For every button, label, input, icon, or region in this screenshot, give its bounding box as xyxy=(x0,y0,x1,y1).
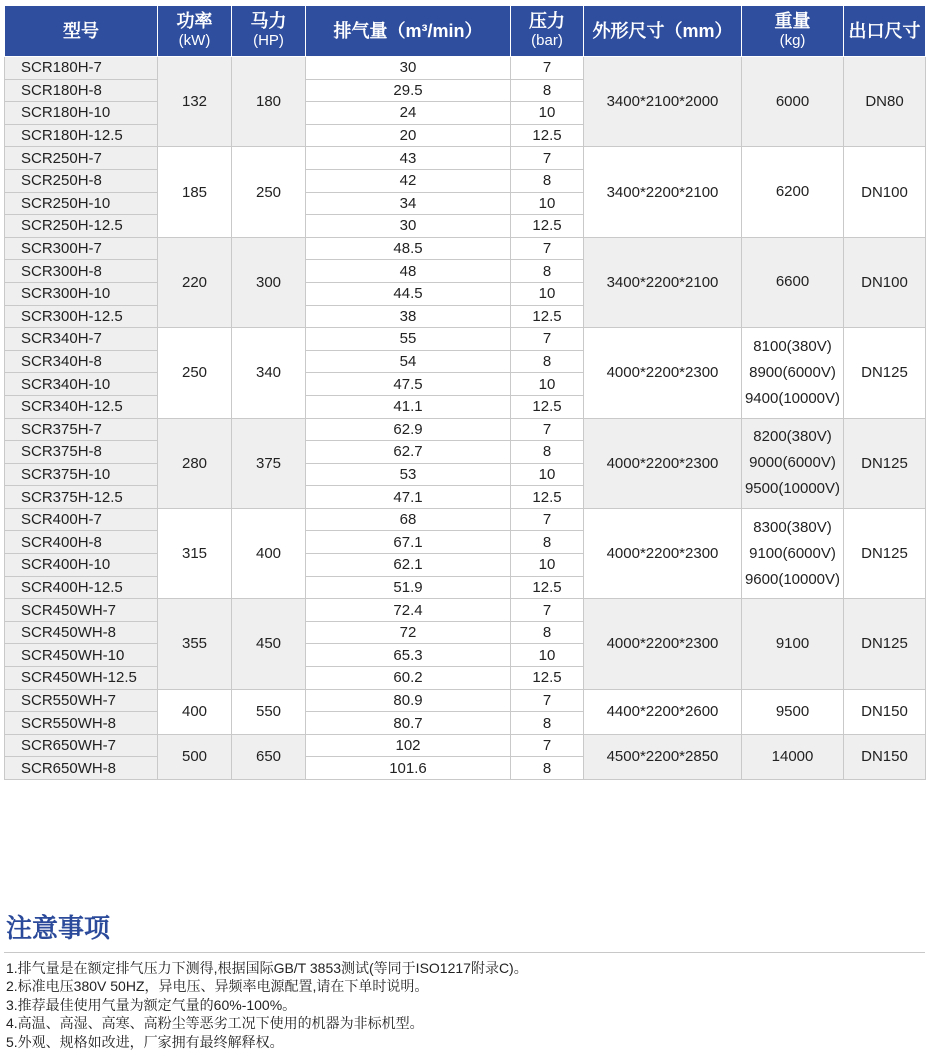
cell-model: SCR180H-8 xyxy=(5,79,158,102)
cell-pressure: 12.5 xyxy=(511,215,584,238)
cell-flow: 62.9 xyxy=(306,418,511,441)
cell-model: SCR250H-10 xyxy=(5,192,158,215)
table-row xyxy=(5,328,926,351)
cell-pressure: 7 xyxy=(511,734,584,757)
cell-pressure: 7 xyxy=(511,508,584,531)
model-group xyxy=(5,57,926,147)
cell-flow: 80.7 xyxy=(306,712,511,735)
cell-model: SCR340H-7 xyxy=(5,328,158,351)
cell-pressure: 8 xyxy=(511,260,584,283)
table-row xyxy=(5,57,926,80)
cell-flow: 20 xyxy=(306,124,511,147)
model-group xyxy=(5,147,926,237)
cell-flow: 67.1 xyxy=(306,531,511,554)
cell-pressure: 10 xyxy=(511,463,584,486)
table-row xyxy=(5,734,926,757)
cell-power: 280 xyxy=(158,418,232,508)
cell-weight xyxy=(742,328,844,418)
cell-model: SCR375H-8 xyxy=(5,441,158,464)
cell-flow: 60.2 xyxy=(306,667,511,690)
cell-power: 185 xyxy=(158,147,232,237)
cell-model: SCR180H-7 xyxy=(5,57,158,80)
cell-model: SCR550WH-7 xyxy=(5,689,158,712)
model-group xyxy=(5,418,926,508)
table-row xyxy=(5,508,926,531)
cell-outlet: DN125 xyxy=(844,328,926,418)
cell-flow: 102 xyxy=(306,734,511,757)
model-group xyxy=(5,328,926,418)
weight-value: 9500 xyxy=(775,702,810,720)
model-group xyxy=(5,599,926,689)
header-power-unit: (kW) xyxy=(178,32,211,49)
cell-pressure: 8 xyxy=(511,531,584,554)
cell-pressure: 7 xyxy=(511,689,584,712)
weight-value: 9100(6000V) xyxy=(749,544,836,562)
cell-pressure: 10 xyxy=(511,282,584,305)
note-item: 3.推荐最佳使用气量为额定气量的60%-100%。 xyxy=(6,996,297,1013)
cell-model: SCR450WH-10 xyxy=(5,644,158,667)
notes-section xyxy=(4,908,925,1051)
weight-value: 8900(6000V) xyxy=(749,363,836,381)
cell-model: SCR250H-8 xyxy=(5,169,158,192)
cell-flow: 34 xyxy=(306,192,511,215)
cell-model: SCR450WH-7 xyxy=(5,599,158,622)
cell-pressure: 7 xyxy=(511,418,584,441)
cell-model: SCR400H-10 xyxy=(5,554,158,577)
cell-flow: 62.7 xyxy=(306,441,511,464)
cell-flow: 68 xyxy=(306,508,511,531)
cell-outlet: DN125 xyxy=(844,418,926,508)
cell-pressure: 8 xyxy=(511,169,584,192)
cell-power: 355 xyxy=(158,599,232,689)
cell-weight xyxy=(742,734,844,779)
cell-model: SCR180H-12.5 xyxy=(5,124,158,147)
cell-flow: 62.1 xyxy=(306,554,511,577)
cell-flow: 30 xyxy=(306,215,511,238)
cell-flow: 55 xyxy=(306,328,511,351)
table-row xyxy=(5,689,926,712)
cell-model: SCR300H-7 xyxy=(5,237,158,260)
table-row xyxy=(5,237,926,260)
cell-pressure: 10 xyxy=(511,102,584,125)
cell-flow: 41.1 xyxy=(306,395,511,418)
header-model: 型号 xyxy=(5,6,158,57)
cell-power: 132 xyxy=(158,57,232,147)
cell-outlet: DN125 xyxy=(844,599,926,689)
cell-power: 220 xyxy=(158,237,232,327)
header-pressure-unit: (bar) xyxy=(531,32,563,49)
cell-model: SCR340H-12.5 xyxy=(5,395,158,418)
cell-model: SCR180H-10 xyxy=(5,102,158,125)
header-size: 外形尺寸（mm） xyxy=(584,6,742,57)
header-hp-label: 马力 xyxy=(250,11,287,31)
header-power xyxy=(158,6,232,57)
cell-flow: 47.1 xyxy=(306,486,511,509)
weight-value: 8300(380V) xyxy=(753,518,832,536)
notes-title: 注意事项 xyxy=(6,913,111,943)
cell-model: SCR375H-10 xyxy=(5,463,158,486)
header-pressure xyxy=(511,6,584,57)
cell-size: 4000*2200*2300 xyxy=(584,418,742,508)
model-group xyxy=(5,237,926,327)
cell-model: SCR340H-8 xyxy=(5,350,158,373)
cell-model: SCR400H-7 xyxy=(5,508,158,531)
cell-hp: 180 xyxy=(232,57,306,147)
weight-value: 8100(380V) xyxy=(753,337,832,355)
weight-value: 8200(380V) xyxy=(753,428,832,446)
cell-hp: 400 xyxy=(232,508,306,598)
cell-size: 4000*2200*2300 xyxy=(584,328,742,418)
note-item: 1.排气量是在额定排气压力下测得,根据国际GB/T 3853测试(等同于ISO1217附录C)。 xyxy=(6,960,528,976)
weight-value: 14000 xyxy=(771,747,814,765)
cell-flow: 72 xyxy=(306,621,511,644)
cell-outlet: DN150 xyxy=(844,734,926,779)
cell-size: 4500*2200*2850 xyxy=(584,734,742,779)
model-group xyxy=(5,734,926,779)
cell-flow: 38 xyxy=(306,305,511,328)
cell-flow: 43 xyxy=(306,147,511,170)
cell-flow: 44.5 xyxy=(306,282,511,305)
cell-outlet: DN80 xyxy=(844,57,926,147)
weight-value: 6200 xyxy=(775,183,810,201)
cell-model: SCR400H-12.5 xyxy=(5,576,158,599)
cell-model: SCR550WH-8 xyxy=(5,712,158,735)
cell-flow: 65.3 xyxy=(306,644,511,667)
cell-weight xyxy=(742,57,844,147)
notes-divider xyxy=(4,952,925,953)
cell-size: 3400*2100*2000 xyxy=(584,57,742,147)
header-outlet: 出口尺寸 xyxy=(844,6,926,57)
cell-model: SCR450WH-8 xyxy=(5,621,158,644)
cell-pressure: 8 xyxy=(511,79,584,102)
cell-pressure: 12.5 xyxy=(511,486,584,509)
weight-value: 9000(6000V) xyxy=(749,454,836,472)
cell-pressure: 12.5 xyxy=(511,667,584,690)
table-row xyxy=(5,418,926,441)
cell-weight xyxy=(742,599,844,689)
table-row xyxy=(5,147,926,170)
cell-model: SCR250H-12.5 xyxy=(5,215,158,238)
cell-pressure: 12.5 xyxy=(511,395,584,418)
cell-model: SCR340H-10 xyxy=(5,373,158,396)
cell-outlet: DN100 xyxy=(844,147,926,237)
cell-flow: 101.6 xyxy=(306,757,511,780)
cell-hp: 340 xyxy=(232,328,306,418)
cell-model: SCR375H-12.5 xyxy=(5,486,158,509)
cell-outlet: DN100 xyxy=(844,237,926,327)
cell-pressure: 12.5 xyxy=(511,576,584,599)
cell-size: 4400*2200*2600 xyxy=(584,689,742,734)
cell-model: SCR400H-8 xyxy=(5,531,158,554)
cell-power: 500 xyxy=(158,734,232,779)
cell-model: SCR375H-7 xyxy=(5,418,158,441)
cell-model: SCR450WH-12.5 xyxy=(5,667,158,690)
note-item: 4.高温、高湿、高寒、高粉尘等恶劣工况下使用的机器为非标机型。 xyxy=(6,1015,424,1032)
cell-size: 3400*2200*2100 xyxy=(584,147,742,237)
note-item: 2.标准电压380V 50HZ，异电压、异频率电源配置,请在下单时说明。 xyxy=(6,978,429,995)
header-pressure-label: 压力 xyxy=(529,11,565,31)
cell-power: 400 xyxy=(158,689,232,734)
header-weight xyxy=(742,6,844,57)
cell-size: 4000*2200*2300 xyxy=(584,508,742,598)
cell-pressure: 10 xyxy=(511,644,584,667)
cell-outlet: DN150 xyxy=(844,689,926,734)
cell-model: SCR650WH-8 xyxy=(5,757,158,780)
weight-value: 6600 xyxy=(775,273,810,291)
cell-size: 4000*2200*2300 xyxy=(584,599,742,689)
cell-pressure: 10 xyxy=(511,554,584,577)
weight-value: 9400(10000V) xyxy=(744,389,841,407)
cell-weight xyxy=(742,237,844,327)
cell-flow: 53 xyxy=(306,463,511,486)
cell-pressure: 7 xyxy=(511,328,584,351)
table-header xyxy=(5,6,926,57)
cell-hp: 250 xyxy=(232,147,306,237)
cell-pressure: 7 xyxy=(511,147,584,170)
weight-value: 9600(10000V) xyxy=(744,570,841,588)
cell-pressure: 10 xyxy=(511,373,584,396)
cell-flow: 24 xyxy=(306,102,511,125)
cell-pressure: 8 xyxy=(511,441,584,464)
cell-flow: 54 xyxy=(306,350,511,373)
cell-model: SCR300H-8 xyxy=(5,260,158,283)
header-flow: 排气量（m³/min） xyxy=(306,6,511,57)
cell-hp: 450 xyxy=(232,599,306,689)
weight-value: 9100 xyxy=(775,634,810,652)
cell-flow: 48 xyxy=(306,260,511,283)
weight-value: 9500(10000V) xyxy=(744,480,841,498)
cell-hp: 550 xyxy=(232,689,306,734)
table-row xyxy=(5,599,926,622)
cell-size: 3400*2200*2100 xyxy=(584,237,742,327)
cell-flow: 48.5 xyxy=(306,237,511,260)
cell-model: SCR250H-7 xyxy=(5,147,158,170)
cell-weight xyxy=(742,418,844,508)
cell-weight xyxy=(742,147,844,237)
cell-flow: 47.5 xyxy=(306,373,511,396)
cell-weight xyxy=(742,508,844,598)
cell-model: SCR650WH-7 xyxy=(5,734,158,757)
cell-pressure: 8 xyxy=(511,757,584,780)
cell-power: 315 xyxy=(158,508,232,598)
model-group xyxy=(5,689,926,734)
header-hp-unit: (HP) xyxy=(253,32,284,49)
header-weight-label: 重量 xyxy=(774,11,811,31)
cell-weight xyxy=(742,689,844,734)
header-power-label: 功率 xyxy=(176,11,213,31)
cell-hp: 650 xyxy=(232,734,306,779)
cell-pressure: 12.5 xyxy=(511,305,584,328)
cell-flow: 42 xyxy=(306,169,511,192)
cell-pressure: 8 xyxy=(511,621,584,644)
model-group xyxy=(5,508,926,598)
cell-pressure: 7 xyxy=(511,237,584,260)
cell-pressure: 7 xyxy=(511,599,584,622)
header-weight-unit: (kg) xyxy=(779,32,806,49)
cell-hp: 300 xyxy=(232,237,306,327)
cell-pressure: 12.5 xyxy=(511,124,584,147)
cell-flow: 51.9 xyxy=(306,576,511,599)
cell-pressure: 7 xyxy=(511,57,584,80)
cell-outlet: DN125 xyxy=(844,508,926,598)
cell-power: 250 xyxy=(158,328,232,418)
cell-pressure: 10 xyxy=(511,192,584,215)
spec-table xyxy=(4,5,926,780)
cell-model: SCR300H-12.5 xyxy=(5,305,158,328)
weight-value: 6000 xyxy=(775,92,810,110)
cell-flow: 80.9 xyxy=(306,689,511,712)
cell-flow: 72.4 xyxy=(306,599,511,622)
cell-hp: 375 xyxy=(232,418,306,508)
cell-flow: 29.5 xyxy=(306,79,511,102)
header-hp xyxy=(232,6,306,57)
cell-pressure: 8 xyxy=(511,712,584,735)
cell-model: SCR300H-10 xyxy=(5,282,158,305)
cell-flow: 30 xyxy=(306,57,511,80)
note-item: 5.外观、规格如改进，厂家拥有最终解释权。 xyxy=(6,1033,284,1050)
cell-pressure: 8 xyxy=(511,350,584,373)
